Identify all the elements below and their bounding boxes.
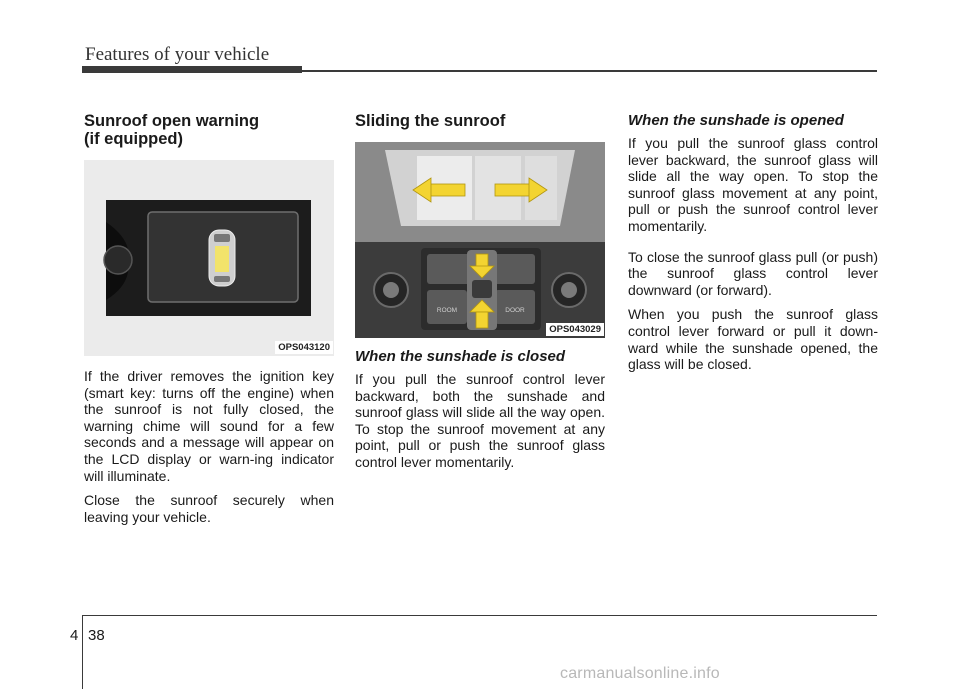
paragraph: If you pull the sunroof control lever backward, both the sunshade and sunroof glass will slide all the way open. To stop the sunroof movement at any point, pull or push the sunroof glass control lever momentarily.	[355, 371, 605, 470]
paragraph: If you pull the sunroof glass control lever backward, the sunroof glass will slide all the way open. To stop the sunroof glass movement at any point, pull or push the sunroof control lever momentarily.	[628, 135, 878, 234]
chapter-number: 4	[70, 627, 79, 644]
heading-line-2: (if equipped)	[84, 130, 183, 148]
subheading-sunshade-opened: When the sunshade is opened	[628, 112, 844, 129]
footer-rule-vertical	[82, 615, 83, 689]
car-top-view-icon	[209, 230, 235, 286]
left-column	[84, 112, 334, 533]
lcd-warning-illustration	[84, 160, 334, 356]
figure-sunroof-controls	[355, 142, 605, 338]
header-rule-thin	[300, 70, 877, 72]
subheading-sunshade-closed: When the sunshade is closed	[355, 348, 566, 365]
figure-warning-display	[84, 160, 334, 356]
middle-column	[355, 112, 605, 479]
footer-rule-horizontal	[82, 615, 877, 616]
label-door: DOOR	[505, 307, 525, 314]
figure-code: OPS043120	[275, 341, 333, 354]
header-rule-thick	[82, 66, 302, 73]
heading-line-1: Sunroof open warning	[84, 112, 260, 130]
figure-code: OPS043029	[546, 323, 604, 336]
paragraph: To close the sunroof glass pull (or push) the sunroof glass control lever downward (or forward).	[628, 248, 878, 298]
watermark-text: carmanualsonline.info	[560, 665, 720, 682]
label-room: ROOM	[436, 307, 458, 314]
section-heading-sunroof-warning	[84, 112, 334, 148]
paragraph: Close the sunroof securely when leaving your vehicle.	[84, 492, 334, 525]
page-header-title: Features of your vehicle	[85, 44, 270, 65]
right-column	[628, 112, 878, 381]
gauge-icon	[104, 246, 132, 274]
page-number: 38	[88, 627, 105, 644]
sunroof-console-illustration	[355, 142, 605, 338]
section-heading-sliding-sunroof: Sliding the sunroof	[355, 112, 506, 130]
paragraph: If the driver removes the ignition key (smart key: turns off the engine) when the sunroof is not fully closed, the warning chime will sound for a few seconds and a message will appear on the LCD display or warn-ing indicator will illuminate.	[84, 368, 334, 484]
paragraph: When you push the sunroof glass control lever forward or pull it down-ward while the sunshade opened, the glass will be closed.	[628, 306, 878, 373]
